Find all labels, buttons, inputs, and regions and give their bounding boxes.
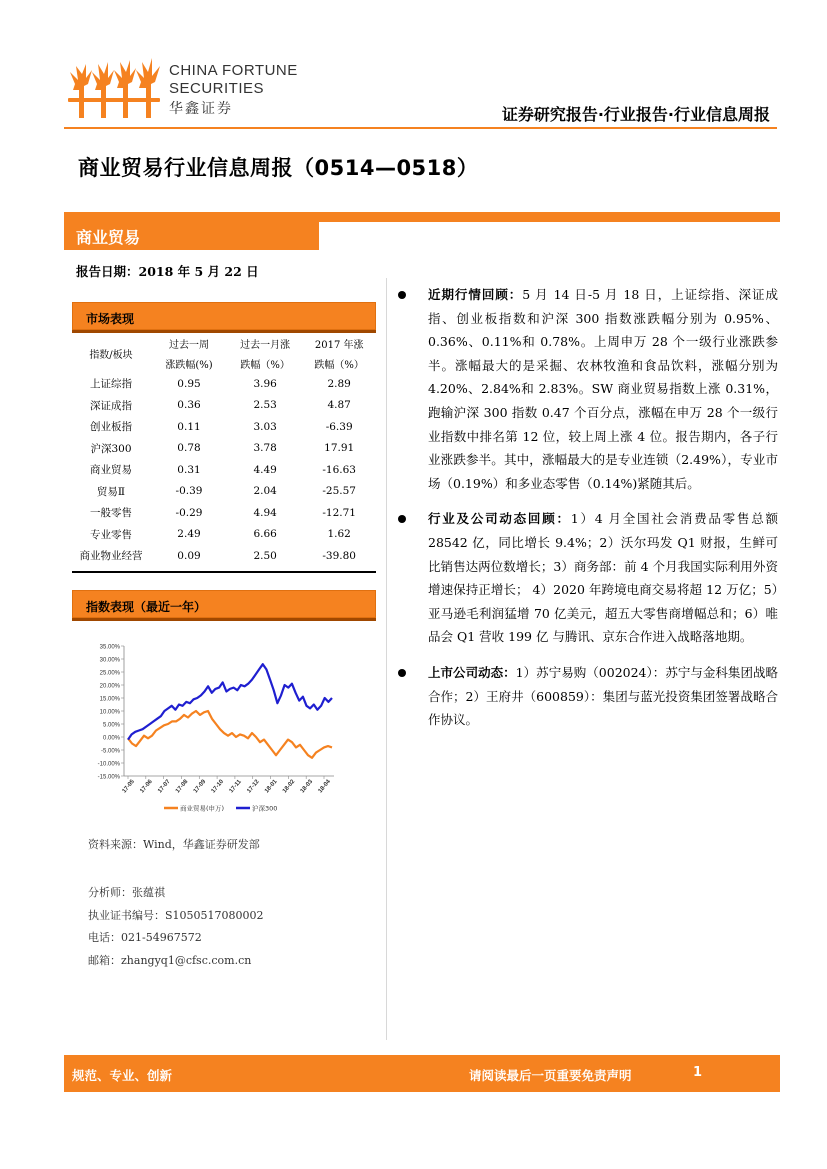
table-header-cell: 过去一月涨 xyxy=(240,339,291,351)
value-cell: 4.49 xyxy=(253,463,277,476)
table-row xyxy=(72,524,376,546)
table-row xyxy=(72,545,376,567)
analyst-phone: 电话：021-54967572 xyxy=(88,931,202,944)
bullet-lead: 近期行情回顾： xyxy=(428,287,523,302)
bullet-company-news xyxy=(398,661,778,732)
logo-figures-icon xyxy=(66,58,166,122)
table-row xyxy=(72,502,376,524)
summary-bullets xyxy=(398,283,778,732)
bullet-text: 5 月 14 日-5 月 18 日，上证综指、深证成指、创业板指数和沪深 300 指数涨跌幅分别为 0.95%、0.36%、0.11%和 0.78%。上周申万 28 个一级行业涨跌参半。涨幅最大的是采掘、农林牧渔和食品饮料，涨幅分别为 4.20%、2.84%和 2.83%。SW 商业贸易指数上涨 0.31%，跑输沪深 300 指数 0.47 个百分点，涨幅在申万 28 个一级行业指数中排名第 12 位，较上周上涨 4 位。报告期内，各子行业涨跌参半。其中，涨幅最大的是专业连锁（2.49%），专业市场（0.19%）和多业态零售（0.14%)紧随其后。 xyxy=(428,287,778,491)
analyst-email: 邮箱：zhangyq1@cfsc.com.cn xyxy=(88,953,252,967)
chart-svg xyxy=(72,624,376,824)
value-cell: 3.96 xyxy=(253,377,277,390)
x-tick-label: 18-02 xyxy=(281,778,297,795)
table-bottom-rule xyxy=(72,571,376,573)
value-cell: 1.62 xyxy=(327,528,351,541)
y-tick-label: 15.00% xyxy=(99,696,120,703)
logo-en-line1: CHINA FORTUNE xyxy=(169,62,298,79)
table-row xyxy=(72,438,376,460)
y-tick-label: 10.00% xyxy=(99,709,120,716)
source-note: 资料来源：Wind，华鑫证券研发部 xyxy=(88,838,260,851)
bullet-dot-icon xyxy=(398,515,406,523)
y-tick-label: 30.00% xyxy=(99,657,120,664)
value-cell: 3.03 xyxy=(253,420,277,433)
row-label-cell: 创业板指 xyxy=(90,421,132,434)
legend-label: 沪深300 xyxy=(252,804,278,813)
bullet-lead: 上市公司动态： xyxy=(428,664,516,680)
y-tick-label: 0.00% xyxy=(102,735,120,742)
x-tick-label: 17-11 xyxy=(228,778,243,795)
y-tick-label: -5.00% xyxy=(100,748,120,755)
value-cell: -0.29 xyxy=(175,506,203,519)
value-cell: 6.66 xyxy=(253,528,277,541)
y-tick-label: 35.00% xyxy=(99,644,120,651)
value-cell: 0.31 xyxy=(177,463,201,476)
row-label-cell: 上证综指 xyxy=(90,378,132,391)
value-cell: 0.78 xyxy=(177,442,201,455)
value-cell: 17.91 xyxy=(324,442,355,455)
bullet-text: 1）4 月全国社会消费品零售总额 28542 亿，同比增长 9.4%；2）沃尔玛发 Q1 财报，生鲜可比销售达两位数增长；3）商务部：前 4 个月我国实际利用外资增速保持正增长； 4）2020 年跨境电商交易将超 12 万亿；5）亚马逊毛利润猛增 70 亿美元，超五大零售商增幅总和；6）唯品会 Q1 营收 199 亿 与腾讯、京东合作进入战略落地期。 xyxy=(428,511,778,645)
row-label-cell: 商业贸易 xyxy=(90,464,132,477)
row-label-cell: 一般零售 xyxy=(90,507,132,520)
table-header-cell: 跌幅（%） xyxy=(240,359,290,371)
value-cell: -25.57 xyxy=(322,485,356,498)
table-row xyxy=(72,416,376,438)
x-tick-label: 17-07 xyxy=(157,778,172,795)
table-header-cell: 指数/板块 xyxy=(89,349,133,361)
x-tick-label: 17-08 xyxy=(174,778,190,795)
value-cell: 0.95 xyxy=(177,377,201,390)
value-cell: 4.94 xyxy=(253,506,277,519)
x-tick-label: 17-09 xyxy=(192,778,208,795)
y-tick-label: -10.00% xyxy=(97,761,120,768)
column-divider xyxy=(386,278,387,1040)
y-tick-label: -15.00% xyxy=(97,774,120,781)
logo-en-line2: SECURITIES xyxy=(169,80,265,97)
table-header-row xyxy=(72,333,376,353)
bullet-market-review xyxy=(398,283,778,495)
bullet-industry-news xyxy=(398,507,778,649)
value-cell: -0.39 xyxy=(175,485,203,498)
chart-box-title-underline xyxy=(72,618,376,621)
x-tick-label: 18-01 xyxy=(264,778,279,795)
company-logo xyxy=(66,58,298,122)
table-row xyxy=(72,373,376,395)
value-cell: -12.71 xyxy=(322,506,356,519)
table-header-cell: 2017 年涨 xyxy=(314,339,364,351)
row-label-cell: 贸易Ⅱ xyxy=(96,485,126,498)
value-cell: 3.78 xyxy=(253,442,277,455)
value-cell: 0.09 xyxy=(177,549,201,562)
chart-box-title: 指数表现（最近一年） xyxy=(72,590,376,618)
x-tick-label: 17-12 xyxy=(246,778,261,795)
value-cell: -16.63 xyxy=(322,463,356,476)
page-footer xyxy=(64,1055,780,1092)
x-tick-label: 18-03 xyxy=(299,778,315,795)
x-tick-label: 18-04 xyxy=(317,778,333,795)
page-number: 1 xyxy=(693,1065,703,1080)
market-table-title: 市场表现 xyxy=(72,302,376,330)
value-cell: 2.49 xyxy=(177,528,201,541)
y-tick-label: 25.00% xyxy=(99,670,120,677)
market-performance-table xyxy=(72,333,376,567)
table-row xyxy=(72,395,376,417)
footer-disclaimer: 请阅读最后一页重要免责声明 xyxy=(469,1068,632,1083)
index-performance-chart xyxy=(72,624,376,824)
industry-tag: 商业贸易 xyxy=(64,220,319,250)
value-cell: 2.50 xyxy=(253,549,277,562)
analyst-cert: 执业证书编号：S1050517080002 xyxy=(88,908,264,922)
value-cell: 0.11 xyxy=(177,420,201,433)
report-date: 报告日期：2018 年 5 月 22 日 xyxy=(76,264,259,279)
x-tick-label: 17-10 xyxy=(210,778,226,795)
table-header-cell: 跌幅（%） xyxy=(314,359,364,371)
value-cell: 0.36 xyxy=(177,399,201,412)
table-row xyxy=(72,481,376,503)
value-cell: -39.80 xyxy=(322,549,356,562)
document-type: 证券研究报告·行业报告·行业信息周报 xyxy=(501,105,770,124)
table-row xyxy=(72,459,376,481)
report-title: 商业贸易行业信息周报（0514—0518） xyxy=(78,156,479,180)
analyst-name: 分析师：张蕴祺 xyxy=(88,886,165,899)
bullet-dot-icon xyxy=(398,669,406,677)
bullet-lead: 行业及公司动态回顾： xyxy=(428,511,571,527)
x-tick-label: 17-06 xyxy=(139,778,154,795)
row-label-cell: 深证成指 xyxy=(90,399,132,412)
header-divider xyxy=(64,127,777,129)
bullet-text: 1）苏宁易购（002024）：苏宁与金科集团战略合作；2）王府井（600859）：集团与蓝光投资集团签署战略合作协议。 xyxy=(428,664,778,728)
y-tick-label: 5.00% xyxy=(102,722,120,729)
value-cell: -6.39 xyxy=(325,420,353,433)
value-cell: 2.04 xyxy=(253,485,277,498)
table-header-cell: 过去一周 xyxy=(169,339,209,351)
footer-slogan: 规范、专业、创新 xyxy=(72,1068,173,1083)
bullet-dot-icon xyxy=(398,291,406,299)
legend-label: 商业贸易(申万) xyxy=(180,804,225,813)
value-cell: 2.89 xyxy=(327,377,351,390)
table-header-cell: 涨跌幅(%) xyxy=(165,359,213,371)
logo-chinese-name: 华鑫证券 xyxy=(169,101,233,117)
row-label-cell: 沪深300 xyxy=(90,442,132,455)
x-tick-label: 17-05 xyxy=(121,778,137,795)
row-label-cell: 专业零售 xyxy=(90,528,132,541)
y-tick-label: 20.00% xyxy=(99,683,120,690)
value-cell: 2.53 xyxy=(253,399,277,412)
analyst-info xyxy=(88,882,264,972)
logo-english-name xyxy=(169,62,298,98)
value-cell: 4.87 xyxy=(327,399,351,412)
row-label-cell: 商业物业经营 xyxy=(79,550,143,563)
